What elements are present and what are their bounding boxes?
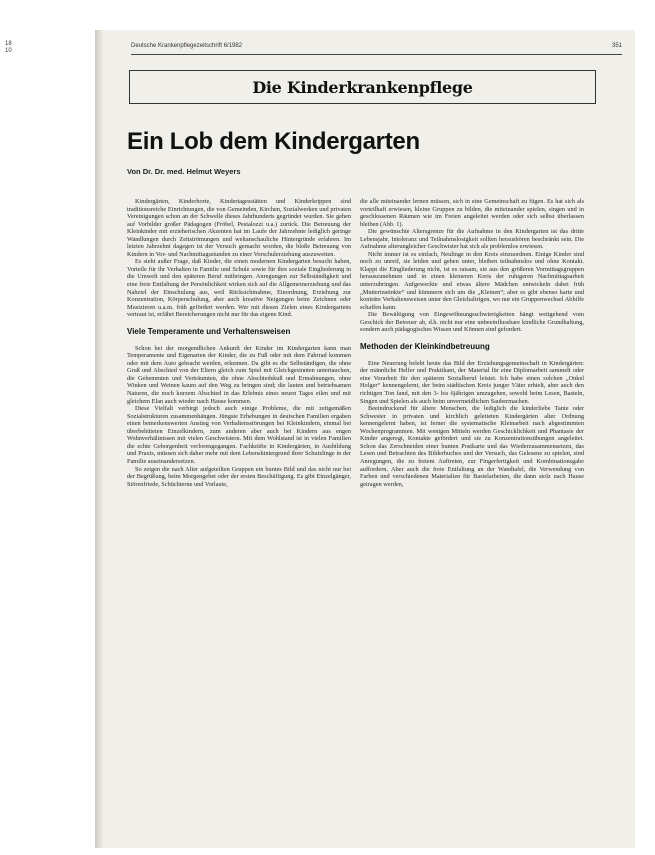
paragraph: Diese Vielfalt verbirgt jedoch auch einige Probleme, die mit zeitgemäßen Sozialstrukturen zusammenhängen. Jüngste Erhebungen in deutschen Familien ergaben einen bemerkenswerten Anstieg von Verhaltensstörungen bei Kleinkindern, einmal bei überbehüteten Einzelkindern, zum anderen aber auch bei Kindern aus engen Wohnverhältnissen mit vielen Geschwistern. Mit dem Wohlstand ist in vielen Familien die echte Geborgenheit verlorengegangen. Fachkräfte in Kindergärten, in Ausbildung und Praxis, müssen sich daher mehr mit dem Lebenshintergrund ihrer Schutzlinge in der Familie auseinandersetzen. — [127, 405, 351, 465]
paragraph: Eine Neuerung belebt heute das Bild der Erziehungsgemeinschaft in Kindergärten: der männliche Helfer und Praktikant, der Material für eine Diplomarbeit sammelt oder eine Vorarbeit für den späteren Sozialberuf leistet. Ich habe einen solchen „Onkel Holger“ kennengelernt, der beim städtischen Kreis junger Väter erhielt, aber auch den richtigen Ton fand, mit den 3- bis 6jährigen umzugehen, sowohl beim Lesen, Basteln, Singen und Spielen als auch beim unvermeidlichen Saubermachen. — [360, 359, 584, 405]
running-head — [131, 41, 622, 51]
magazine-page — [95, 30, 635, 848]
paragraph: Schon bei der morgendlichen Ankunft der Kinder im Kindergarten kann man Temperamente und Eigenarten der Kinder, die zu Fuß oder mit dem Fahrrad kommen oder mit dem Auto gebracht werden, erkennen. Da gibt es die Selbständigen, die ohne Gruß und Abschied von der Eltern gleich zum Spiel mit Gleichgesinnten untertauchen, die Gehemmten und Verträumten, die ohne Abschiedskuß und Ermahnungen, ohne Winken und Weinen kaum auf den Weg zu bringen sind; die lauten und betriebsamen Naturen, die noch kurzem Abschied in das Erlebnis eines neuen Tages eilen und mit gleichem Elan auch wieder nach Hause kommen. — [127, 344, 351, 405]
subheading: Methoden der Kleinkindbetreuung — [360, 341, 490, 351]
column-left — [127, 198, 351, 838]
article-author: Von Dr. Dr. med. Helmut Weyers — [127, 167, 241, 176]
paragraph: Beeindruckend für ältere Menschen, die lediglich die kinderliebe Tante oder Schwester in privaten und kirchlich geleiteten Kindergärten alter Ordnung kennengelernt haben, ist ferner die systematische Kleinarbeit nach abgestimmten Wochenprogrammen. Mit wenigen Mitteln werden Geschicklichkeit und Phantasie der Kinder angeregt, Kontakte gefördert und sie zu Konzentrationsübungen angeleitet. Schon das Zerschneiden einer bunten Postkarte und das Wiederzusammensetzen, das Lesen und Betrachten des Bilderbuches und der Versuch, das Gelesene zu spielen, sind Anregungen, die zu freiem Auftreten, zur Fingerfertigkeit und Kombinationsgabe auffordern. Aber auch die freie Entfaltung an der Wandtafel, die Verwendung von Farben und verschiedenen Materialien für Bastelarbeiten, die dann stolz nach Hause getragen werden, — [360, 405, 584, 488]
paragraph: So zeigen die nach Alter aufgeteilten Gruppen ein buntes Bild und das nicht nur bei der Begrüßung, beim Morgengebet oder der ersten Beschäftigung. Es gibt Einzelgänger, Störenfriede, Schüchterne und Vorlaute, — [127, 465, 351, 488]
paragraph: Die gewünschte Altersgrenze für die Aufnahme in den Kindergarten ist das dritte Lebensjahr, Intoleranz und Teilnahmslosigkeit sollten heraushören beschränkt sein. Die Aufnahme alterungleicher Geschwister hat sich als problemlos erwiesen. — [360, 228, 584, 251]
margin-numbers — [5, 41, 12, 55]
page-number: 351 — [611, 43, 622, 49]
header-rule — [131, 54, 622, 55]
section-banner — [129, 70, 596, 104]
margin-number-top: 18 — [5, 41, 12, 47]
paragraph: Es steht außer Frage, daß Kinder, die einen modernen Kindergarten besucht haben, Vorteile für ihr Verhalten in Familie und Schule sowie für ihre soziale Eingliederung in die Umwelt und den späteren Beruf mitbringen. Anregungen zur Selbständigkeit und eine freie Entfaltung der Persönlichkeit wirken sich auf die Allgemeinerziehung und das Nahziel der Einschulung aus, weil Rücksichtnahme, Einordnung, Erziehung zur Konzentration, Körperschulung, aber auch kreative Neigungen beim Zeichnen oder Musizieren u.a.m. früh gefördert werden. Wer mit diesen Zielen eines Kindergartens vertraut ist, erfährt Bereicherungen nicht nur für das eigene Kind. — [127, 258, 351, 319]
paragraph: Die Bewältigung von Eingewöhnungsschwierigkeiten hängt weitgehend vom Geschick der Betreuer ab, d.h. nicht nur eine unbeeinflussbare kindliche Grundhaltung, sondern auch pädagogisches Wissen und Können sind gefordert. — [360, 311, 584, 334]
paragraph: Nicht immer ist es einfach, Neulinge in den Kreis einzuordnen. Einige Kinder sind noch zu unreif, sie leiden und gehen unter, bleiben teilnahmslos und ohne Kontakt. Klappt die Eingliederung nicht, ist es ratsam, sie aus den größeren Vormittagsgruppen herauszunehmen und in einen kleineren Kreis der ruhigeren Nachmittagsarbeit unterzubringen. Aufgeweckte und etwas ältere Mädchen entwickeln dabei früh „Mutterinstinkte“ und kümmern sich um die „Kleinen“; aber es gibt ebenso harte und konträre Verhaltensweisen unter den Gleichaltrigen, wo nur ein Gruppenwechsel Abhilfe schaffen kann. — [360, 250, 584, 311]
page-fold-shadow — [95, 30, 103, 848]
paragraph: Kindergärten, Kinderhorte, Kindertagesstätten und Kinderkrippen sind traditionsreiche Einrichtungen, die von Gemeinden, Kirchen, Sozialwerken und privaten Vereinigungen schon an der Schwelle dieses Jahrhunderts gegründet wurden. Sie gehen auf Vorbilder großer Pädagogen (Fröbel, Pestalozzi u.a.) zurück. Die Betreuung der Kleinkinder mit erzieherischen Akzenten hat im Laufe der Jahrzehnte lediglich geringe Wandlungen durch Zeitströmungen und weltanschauliche Hintergründe erfahren. Im letzten Jahrzehnt dagegen ist der Versuch gemacht worden, die bloße Betreuung von Kindern in Vor- und Nachmittagsstunden zu einer Vorschulerziehung auszuweiten. — [127, 198, 351, 258]
paragraph: die alle miteinander lernen müssen, sich in eine Gemeinschaft zu fügen. Es hat sich als vorteilhaft erwiesen, kleine Gruppen zu bilden, die miteinander spielen, singen und in geschlossenen Räumen wie im Freien angeleitet werden oder sich selbst überlassen bleiben (Abb. 1). — [360, 198, 584, 228]
column-right — [360, 198, 584, 838]
subheading: Viele Temperamente und Verhaltensweisen — [127, 326, 291, 336]
margin-number-bottom: 10 — [5, 48, 12, 54]
article-title: Ein Lob dem Kindergarten — [127, 128, 420, 155]
publication-name: Deutsche Krankenpflegezeitschrift 6/1982 — [131, 43, 243, 49]
section-banner-title: Die Kinderkrankenpflege — [252, 77, 473, 97]
